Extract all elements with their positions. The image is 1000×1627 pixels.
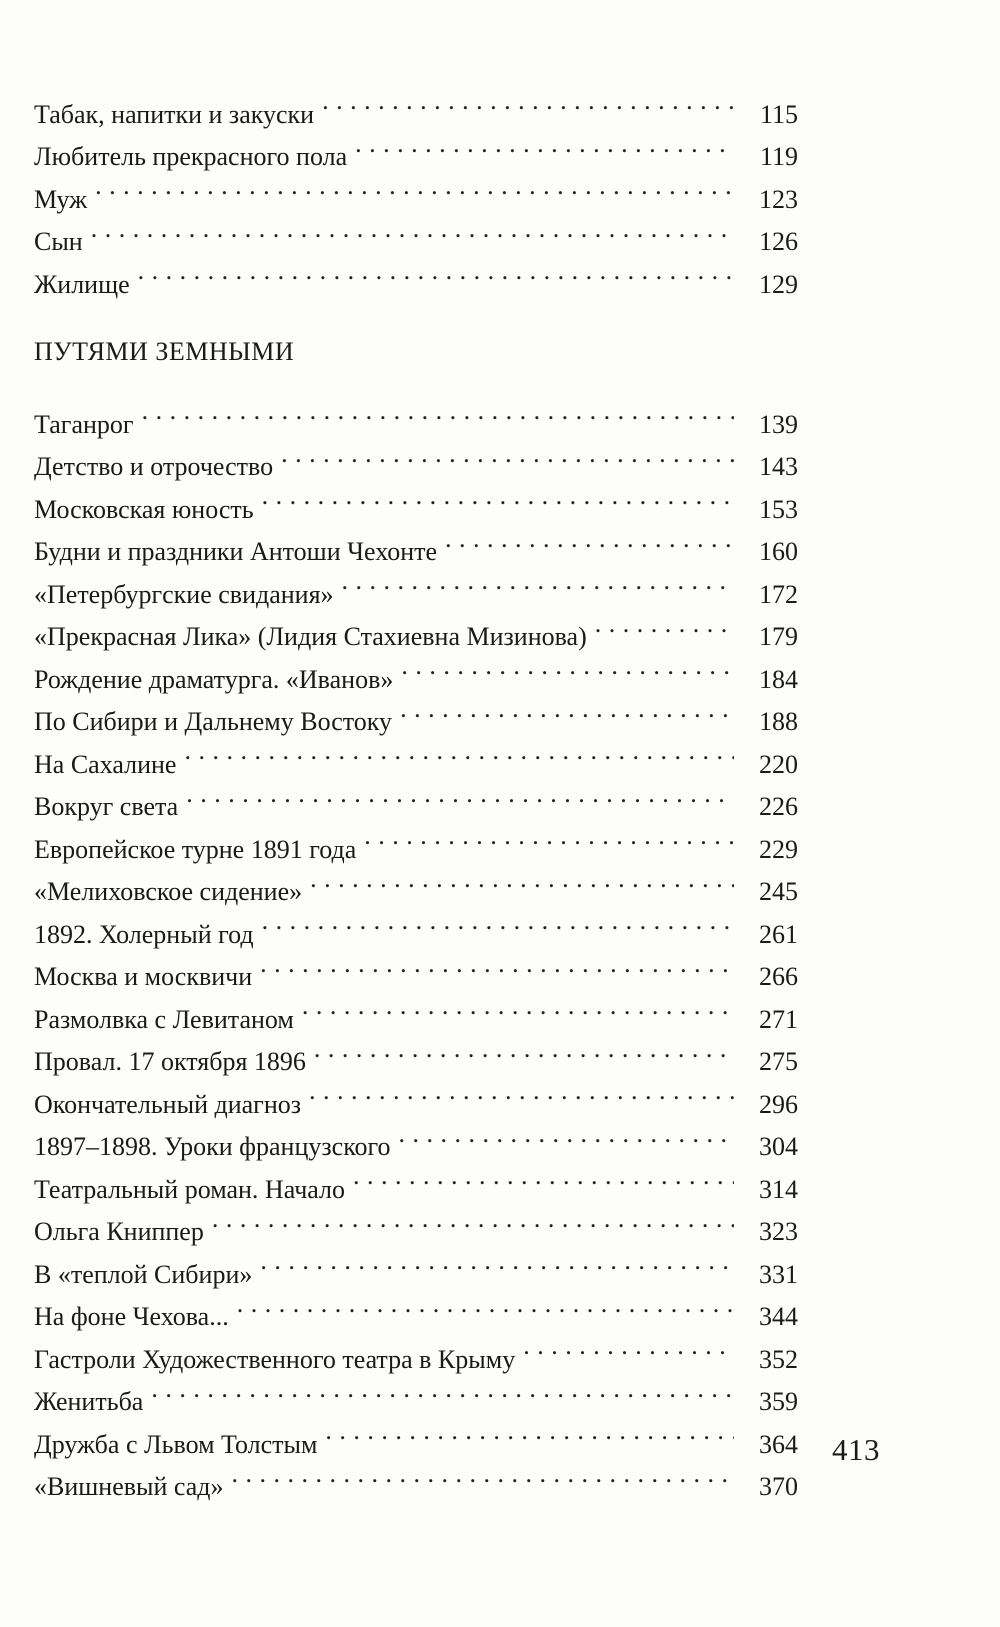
toc-entry-title: Ольга Книппер — [34, 1217, 204, 1246]
toc-entry-page: 331 — [734, 1254, 798, 1297]
toc-entry — [34, 433, 798, 481]
toc-entry — [34, 250, 798, 299]
toc-entry — [34, 165, 798, 214]
toc-entry-page: 271 — [734, 999, 798, 1042]
dot-leader — [142, 390, 734, 433]
toc-entry-page: 245 — [734, 871, 798, 914]
dot-leader — [595, 603, 734, 646]
toc-entry-title: Будни и праздники Антоши Чехонте — [34, 537, 438, 566]
toc-entry-page: 370 — [734, 1466, 798, 1509]
dot-leader — [310, 858, 734, 901]
dot-leader — [262, 475, 734, 518]
dot-leader — [325, 1410, 734, 1453]
dot-leader — [184, 730, 734, 773]
toc-entry-title: Жилище — [34, 269, 130, 299]
toc-entry-page: 344 — [734, 1296, 798, 1339]
toc-entry-page: 275 — [734, 1041, 798, 1084]
toc-entry-title: Москва и москвичи — [34, 962, 253, 991]
toc-entry-title: Театральный роман. Начало — [34, 1174, 346, 1204]
toc-entry-page: 364 — [734, 1424, 798, 1467]
dot-leader — [399, 1113, 734, 1156]
toc-entry-title: Табак, напитки и закуски — [34, 99, 315, 129]
toc-entry-title: Муж — [34, 184, 88, 214]
dot-leader — [523, 1325, 734, 1368]
dot-leader — [260, 1240, 734, 1283]
toc-entry-page: 188 — [734, 701, 798, 744]
toc-entry-title: Женитьба — [34, 1387, 144, 1416]
toc-entry-title: Размолвка с Левитаном — [34, 1004, 294, 1034]
toc-entry-title: 1897–1898. Уроки французского — [34, 1132, 391, 1161]
toc-entry-title: Дружба с Львом Толстым — [34, 1429, 318, 1459]
toc-top-list — [34, 80, 798, 299]
toc-entry-title: Детство и отрочество — [34, 452, 274, 481]
section-heading: ПУТЯМИ ЗЕМНЫМИ — [34, 337, 295, 366]
toc-entry-title: «Петербургские свидания» — [34, 579, 334, 609]
toc-entry-page: 143 — [734, 446, 798, 489]
toc-entry-page: 359 — [734, 1381, 798, 1424]
toc-entry-title: «Мелиховское сидение» — [34, 877, 303, 906]
dot-leader — [281, 433, 734, 476]
toc-entry-title: На фоне Чехова... — [34, 1302, 229, 1331]
toc-entry-title: «Вишневый сад» — [34, 1472, 224, 1501]
toc-entry-title: «Прекрасная Лика» (Лидия Стахиевна Мизинова) — [34, 622, 587, 651]
dot-leader — [186, 773, 734, 816]
dot-leader — [138, 250, 734, 293]
dot-leader — [95, 165, 734, 208]
toc-entry-title: По Сибири и Дальнему Востоку — [34, 707, 393, 736]
toc-entry-page: 129 — [734, 264, 798, 307]
toc-entry-title: На Сахалине — [34, 749, 177, 779]
dot-leader — [262, 900, 734, 943]
toc-entry-page: 229 — [734, 829, 798, 872]
toc-entry-page: 126 — [734, 221, 798, 264]
toc-entry — [34, 80, 798, 129]
toc-entry-page: 115 — [734, 94, 798, 137]
toc-entry-page: 172 — [734, 574, 798, 617]
toc-entry-page: 226 — [734, 786, 798, 829]
toc-entry-title: В «теплой Сибири» — [34, 1259, 253, 1289]
toc-entry-page: 184 — [734, 659, 798, 702]
dot-leader — [91, 208, 734, 251]
toc-entry-page: 314 — [734, 1169, 798, 1212]
dot-leader — [445, 518, 734, 561]
toc-entry-page: 296 — [734, 1084, 798, 1127]
dot-leader — [400, 688, 734, 731]
toc-entry-title: Таганрог — [34, 409, 134, 439]
toc-entry-title: Вокруг света — [34, 792, 179, 821]
dot-leader — [232, 1453, 734, 1496]
toc-entry-page: 123 — [734, 179, 798, 222]
toc-entry-title: Европейское турне 1891 года — [34, 834, 357, 864]
dot-leader — [237, 1283, 734, 1326]
toc-entry-title: Провал. 17 октября 1896 — [34, 1047, 306, 1076]
toc-entry — [34, 208, 798, 256]
toc-entry — [34, 390, 798, 439]
dot-leader — [151, 1368, 734, 1411]
toc-entry-page: 261 — [734, 914, 798, 957]
dot-leader — [342, 560, 734, 603]
dot-leader — [260, 943, 734, 986]
toc-section-list — [34, 390, 798, 1501]
toc-entry-page: 266 — [734, 956, 798, 999]
toc-entry-title: Сын — [34, 227, 83, 256]
toc-entry-page: 179 — [734, 616, 798, 659]
toc-entry-page: 323 — [734, 1211, 798, 1254]
toc-entry-title: Московская юность — [34, 494, 254, 524]
dot-leader — [309, 1070, 734, 1113]
toc-entry-page: 304 — [734, 1126, 798, 1169]
dot-leader — [302, 985, 734, 1028]
toc-entry-title: Рождение драматурга. «Иванов» — [34, 664, 394, 694]
dot-leader — [353, 1155, 734, 1198]
dot-leader — [364, 815, 734, 858]
toc-entry-title: Любитель прекрасного пола — [34, 142, 348, 171]
dot-leader — [355, 123, 734, 166]
toc-entry-title: Окончательный диагноз — [34, 1089, 302, 1119]
toc-entry-page: 160 — [734, 531, 798, 574]
dot-leader — [401, 645, 734, 688]
toc-entry-page: 352 — [734, 1339, 798, 1382]
dot-leader — [212, 1198, 734, 1241]
toc-entry-title: Гастроли Художественного театра в Крыму — [34, 1344, 516, 1374]
toc-entry-page: 139 — [734, 404, 798, 447]
dot-leader — [322, 80, 734, 123]
toc-entry-page: 220 — [734, 744, 798, 787]
toc-entry-title: 1892. Холерный год — [34, 919, 254, 949]
toc-entry-page: 153 — [734, 489, 798, 532]
toc-entry-page: 119 — [734, 136, 798, 179]
page-number: 413 — [832, 1432, 880, 1467]
dot-leader — [314, 1028, 734, 1071]
